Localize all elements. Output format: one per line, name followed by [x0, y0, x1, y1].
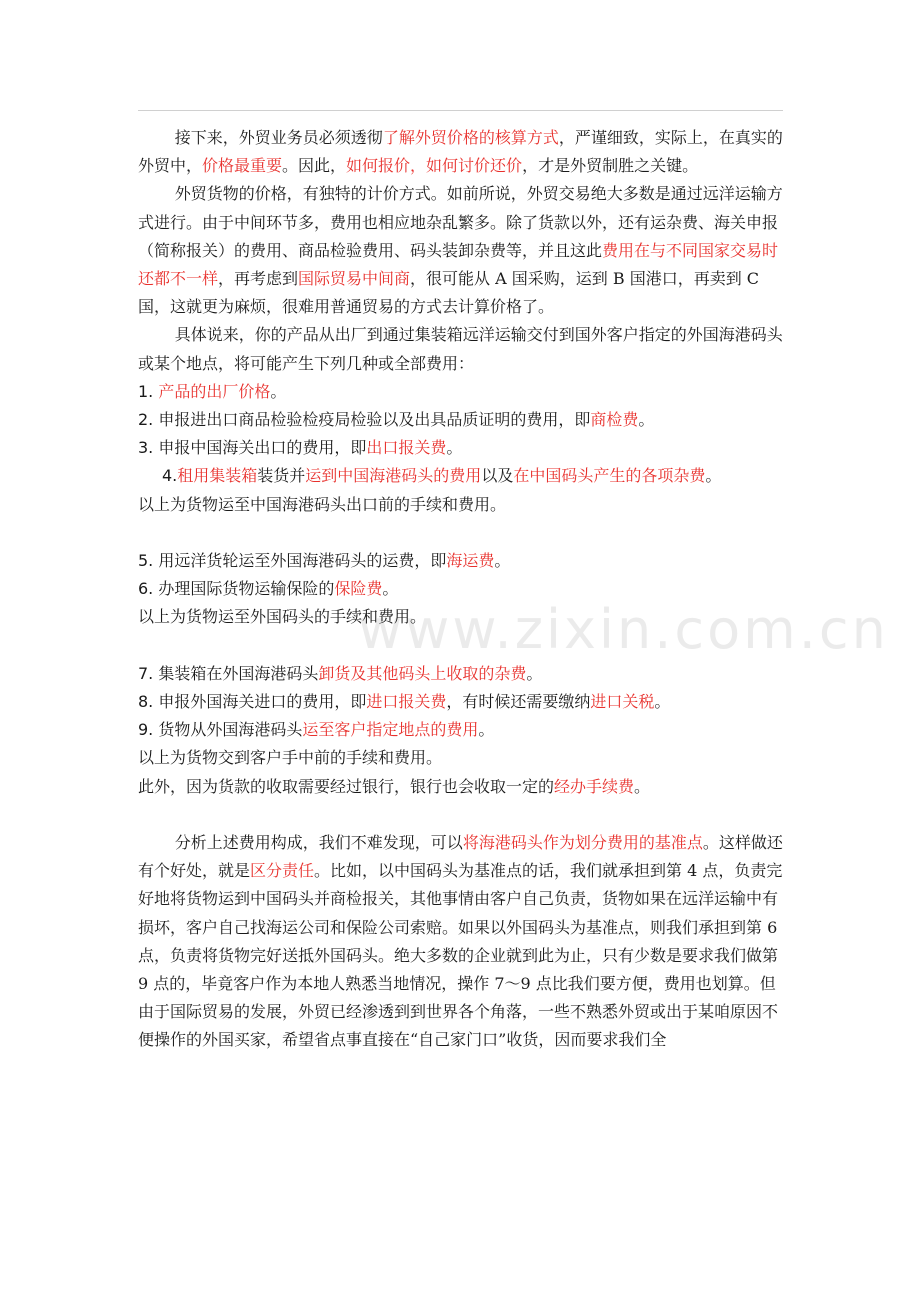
highlight-text: 出口报关费 — [366, 438, 447, 458]
highlight-text: 商检费 — [590, 410, 639, 430]
highlight-text: 区分责任 — [250, 861, 315, 881]
highlight-text: 在中国码头产生的各项杂费 — [513, 466, 706, 486]
list-item-2: 2. 申报进出口商品检验检疫局检验以及出具品质证明的费用，即商检费。 — [138, 410, 655, 430]
highlight-text: 进口关税 — [590, 692, 655, 712]
highlight-text: 经办手续费 — [554, 776, 635, 796]
watermark: www.zixin.com.cn — [358, 598, 889, 661]
paragraph-intro: 接下来，外贸业务员必须透彻了解外贸价格的核算方式，严谨细致，实际上，在真实的外贸中，价格最重要。因此，如何报价，如何讨价还价，才是外贸制胜之关键。 — [138, 128, 783, 176]
list-item-8: 8. 申报外国海关进口的费用，即进口报关费，有时候还需要缴纳进口关税。 — [138, 692, 671, 712]
highlight-text: 海运费 — [446, 551, 495, 571]
spacer — [138, 801, 786, 829]
paragraph-analysis: 分析上述费用构成，我们不难发现，可以将海港码头作为划分费用的基准点。这样做还有个好处，就是区分责任。比如，以中国码头为基准点的话，我们就承担到第 4 点，负责完好地将货物运到中国码头并商检报关，其他事情由客户自己负责，货物如果在远洋运输中有损坏，客户自己找海运公司和保险公司索赔。如果以外国码头为基准点，则我们承担到第 6 点，负责将货物完好送抵外国码头。绝大多数的企业就到此为止，只有少数是要求我们做第 9 点的，毕竟客户作为本地人熟悉当地情况，操作 7～9 点比我们要方便，费用也划算。但由于国际贸易的发展，外贸已经渗透到到世界各个角落，一些不熟悉外贸或出于某咱原因不便操作的外国买家，希望省点事直接在“自己家门口”收货，因而要求我们全 — [138, 833, 783, 1050]
highlight-text: 租用集装箱 — [177, 466, 258, 486]
highlight-text: 国际贸易中间商 — [298, 269, 411, 289]
highlight-text: 产品的出厂价格 — [158, 381, 271, 401]
summary-shipping: 以上为货物运至外国码头的手续和费用。 — [138, 607, 427, 627]
highlight-text: 运至客户指定地点的费用 — [302, 720, 479, 740]
paragraph-bank-fee: 此外，因为货款的收取需要经过银行，银行也会收取一定的经办手续费。 — [138, 776, 651, 796]
highlight-text: 了解外贸价格的核算方式 — [382, 128, 559, 147]
highlight-text: 卸货及其他码头上收取的杂费 — [318, 663, 527, 683]
highlight-text: 进口报关费 — [366, 692, 447, 712]
summary-export: 以上为货物运至中国海港码头出口前的手续和费用。 — [138, 494, 507, 514]
list-item-6: 6. 办理国际货物运输保险的保险费。 — [138, 579, 399, 599]
list-item-5: 5. 用远洋货轮运至外国海港码头的运费，即海运费。 — [138, 551, 511, 571]
highlight-text: 保险费 — [334, 579, 383, 599]
paragraph-pricing: 外贸货物的价格，有独特的计价方式。如前所说，外贸交易绝大多数是通过远洋运输方式进行。由于中间环节多，费用也相应地杂乱繁多。除了货款以外，还有运杂费、海关申报（简称报关）的费用、商品检验费用、码头装卸杂费等，并且这此费用在与不同国家交易时还都不一样，再考虑到国际贸易中间商，很可能从 A 国采购，运到 B 国港口，再卖到 C 国，这就更为麻烦，很难用普通贸易的方式去计算价格了。 — [138, 184, 783, 317]
document-body — [138, 124, 786, 1055]
summary-delivery: 以上为货物交到客户手中前的手续和费用。 — [138, 748, 443, 768]
highlight-text: 如何报价，如何讨价还价 — [346, 156, 523, 176]
top-divider — [138, 110, 783, 111]
list-item-1: 1. 产品的出厂价格。 — [138, 381, 287, 401]
list-item-7: 7. 集装箱在外国海港码头卸货及其他码头上收取的杂费。 — [138, 663, 543, 683]
highlight-text: 运到中国海港码头的费用 — [305, 466, 482, 486]
highlight-text: 将海港码头作为划分费用的基准点 — [462, 833, 703, 853]
spacer — [138, 632, 786, 660]
highlight-text: 价格最重要 — [202, 156, 283, 176]
paragraph-costs-intro: 具体说来，你的产品从出厂到通过集装箱远洋运输交付到国外客户指定的外国海港码头或某个地点，将可能产生下列几种或全部费用： — [138, 325, 783, 373]
list-item-9: 9. 货物从外国海港码头运至客户指定地点的费用。 — [138, 720, 495, 740]
spacer — [138, 519, 786, 547]
highlight-text: 费用在与不同国家交易时还都不一样 — [138, 240, 779, 289]
list-item-4: 4.租用集装箱装货并运到中国海港码头的费用以及在中国码头产生的各项杂费。 — [162, 466, 722, 486]
list-item-3: 3. 申报中国海关出口的费用，即出口报关费。 — [138, 438, 463, 458]
